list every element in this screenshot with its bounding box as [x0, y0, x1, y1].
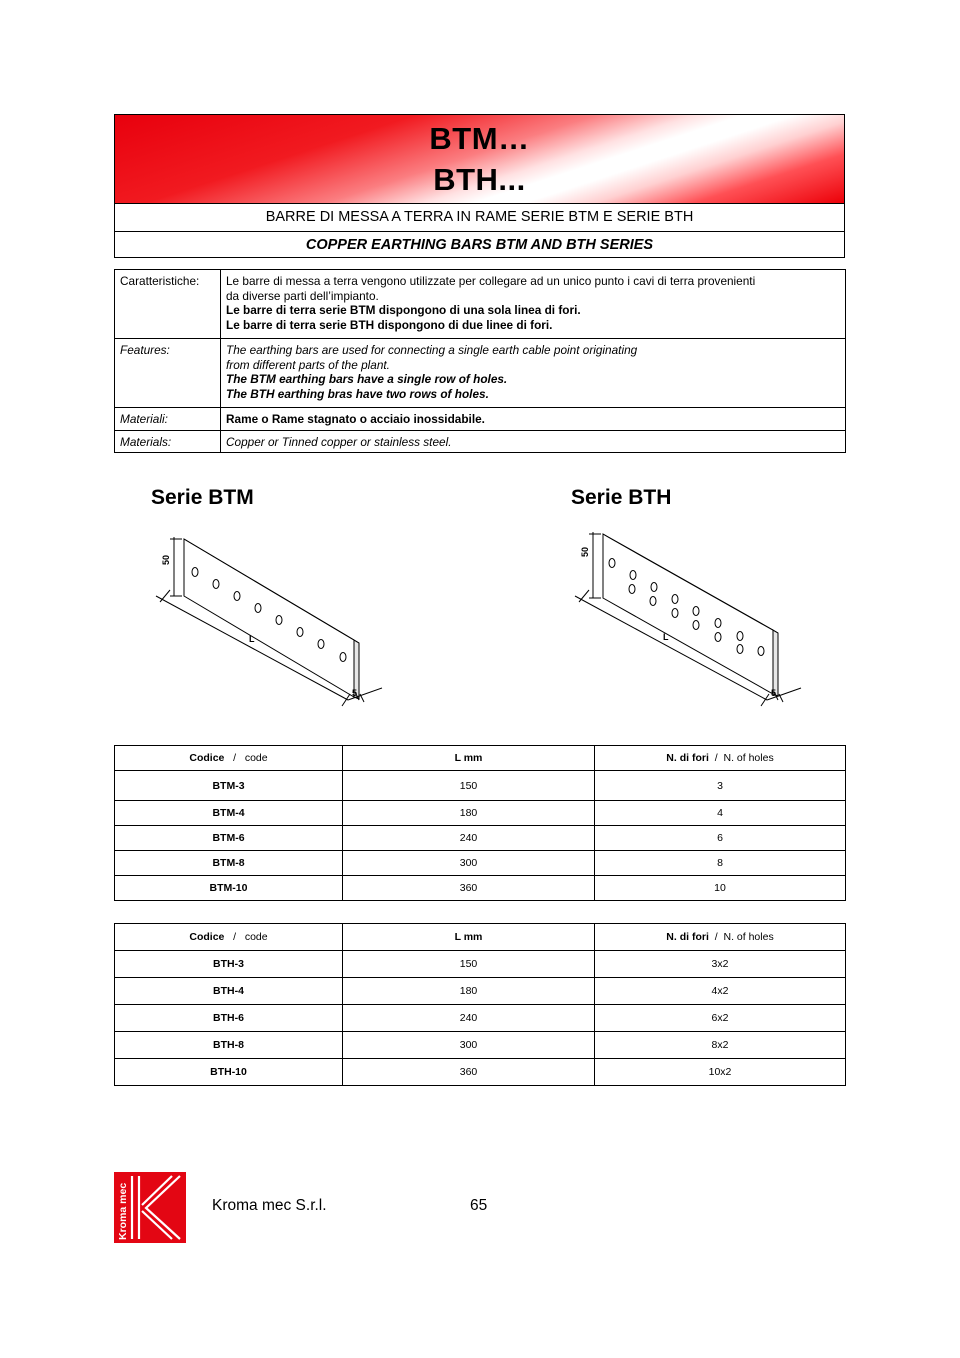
header-holes-it: N. di fori [666, 931, 709, 943]
row-length: 240 [343, 1005, 595, 1032]
row-code: BTM-4 [115, 801, 343, 826]
header-holes-it: N. di fori [666, 752, 709, 764]
row-holes: 4 [595, 801, 846, 826]
features-table [114, 269, 846, 453]
page-number: 65 [470, 1197, 488, 1214]
bth-product-table [114, 923, 846, 1086]
bth-bar-face [603, 534, 773, 694]
row-length: 180 [343, 801, 595, 826]
row-holes: 3 [595, 771, 846, 801]
company-name: Kroma mec S.r.l. [212, 1197, 327, 1214]
table-header-row [115, 746, 846, 771]
btm-bar-drawing [150, 530, 390, 710]
table-row [115, 1059, 846, 1086]
table-header-row [115, 924, 846, 951]
row-holes: 10 [595, 876, 846, 901]
bth-length-label: L [663, 632, 669, 642]
header-code: code [244, 752, 268, 764]
caratteristiche-label: Caratteristiche: [115, 270, 221, 339]
btm-product-table [114, 745, 846, 901]
row-code: BTH-6 [115, 1005, 343, 1032]
materials-row [115, 430, 846, 453]
table-row [115, 876, 846, 901]
table-row [115, 1005, 846, 1032]
header-length-cell: L mm [343, 746, 595, 771]
row-length: 360 [343, 876, 595, 901]
header-slash: / [714, 931, 718, 943]
row-length: 150 [343, 951, 595, 978]
serie-btm-heading: Serie BTM [151, 486, 254, 509]
row-code: BTM-6 [115, 826, 343, 851]
btm-bar-face [184, 539, 354, 697]
header-holes-en: N. of holes [723, 752, 774, 764]
row-holes: 8 [595, 851, 846, 876]
table-row [115, 851, 846, 876]
features-line-3: The BTM earthing bars have a single row of holes. [226, 372, 508, 386]
subtitle-italian: BARRE DI MESSA A TERRA IN RAME SERIE BTM E SERIE BTH [115, 204, 844, 232]
btm-length-label: L [249, 634, 255, 644]
header-holes-en: N. of holes [723, 931, 774, 943]
caratteristiche-line-2: da diverse parti dell’impianto. [226, 288, 379, 303]
row-holes: 6x2 [595, 1005, 846, 1032]
header-codice: Codice [189, 931, 225, 943]
header-codice: Codice [189, 752, 225, 764]
btm-thickness-label: 5 [352, 688, 358, 698]
kroma-mec-logo [114, 1172, 186, 1243]
bth-thickness-label: 5 [771, 688, 777, 698]
materiali-row [115, 408, 846, 431]
caratteristiche-line-4: Le barre di terra serie BTH dispongono di due linee di fori. [226, 317, 553, 332]
caratteristiche-line-1: Le barre di messa a terra vengono utilizzate per collegare ad un unico punto i cavi di terra provenienti [226, 274, 756, 288]
row-length: 300 [343, 1032, 595, 1059]
materials-value: Copper or Tinned copper or stainless steel. [221, 430, 846, 453]
bth-bar-edge [773, 630, 778, 696]
header-code: code [244, 931, 268, 943]
features-label: Features: [115, 339, 221, 408]
features-line-1: The earthing bars are used for connecting a single earth cable point originating [226, 343, 638, 357]
header-holes-cell [595, 924, 846, 951]
table-row [115, 826, 846, 851]
serie-bth-heading: Serie BTH [571, 486, 672, 509]
bth-bar-drawing [569, 530, 809, 710]
row-code: BTH-8 [115, 1032, 343, 1059]
features-line-2: from different parts of the plant. [226, 357, 390, 372]
table-row [115, 771, 846, 801]
table-row [115, 801, 846, 826]
caratteristiche-text [221, 270, 846, 339]
header-code-cell [115, 924, 343, 951]
caratteristiche-row [115, 270, 846, 339]
features-line-4: The BTH earthing bras have two rows of holes. [226, 386, 489, 401]
materiali-value: Rame o Rame stagnato o acciaio inossidabile. [221, 408, 846, 431]
title-line-2: BTH... [433, 162, 526, 197]
title-line-1: BTM… [429, 121, 530, 156]
title-block [114, 114, 845, 258]
table-row [115, 978, 846, 1005]
header-holes-cell [595, 746, 846, 771]
materiali-label: Materiali: [115, 408, 221, 431]
row-length: 360 [343, 1059, 595, 1086]
row-code: BTM-3 [115, 771, 343, 801]
subtitle-english: COPPER EARTHING BARS BTM AND BTH SERIES [305, 237, 654, 253]
row-code: BTH-3 [115, 951, 343, 978]
header-slash: / [233, 931, 237, 943]
caratteristiche-line-3: Le barre di terra serie BTM dispongono di una sola linea di fori. [226, 303, 581, 317]
materials-label: Materials: [115, 430, 221, 453]
header-slash: / [233, 752, 237, 764]
row-code: BTM-10 [115, 876, 343, 901]
features-row [115, 339, 846, 408]
title-banner [115, 115, 844, 204]
row-code: BTH-4 [115, 978, 343, 1005]
features-text [221, 339, 846, 408]
header-code-cell [115, 746, 343, 771]
row-code: BTH-10 [115, 1059, 343, 1086]
row-holes: 6 [595, 826, 846, 851]
row-holes: 3x2 [595, 951, 846, 978]
table-row [115, 951, 846, 978]
row-holes: 10x2 [595, 1059, 846, 1086]
logo-text: Kroma mec [117, 1182, 129, 1240]
row-length: 240 [343, 826, 595, 851]
row-length: 300 [343, 851, 595, 876]
header-slash: / [714, 752, 718, 764]
bth-height-label: 50 [580, 546, 590, 558]
btm-height-label: 50 [161, 554, 171, 566]
row-code: BTM-8 [115, 851, 343, 876]
row-length: 180 [343, 978, 595, 1005]
row-length: 150 [343, 771, 595, 801]
table-row [115, 1032, 846, 1059]
row-holes: 4x2 [595, 978, 846, 1005]
header-length-cell: L mm [343, 924, 595, 951]
row-holes: 8x2 [595, 1032, 846, 1059]
